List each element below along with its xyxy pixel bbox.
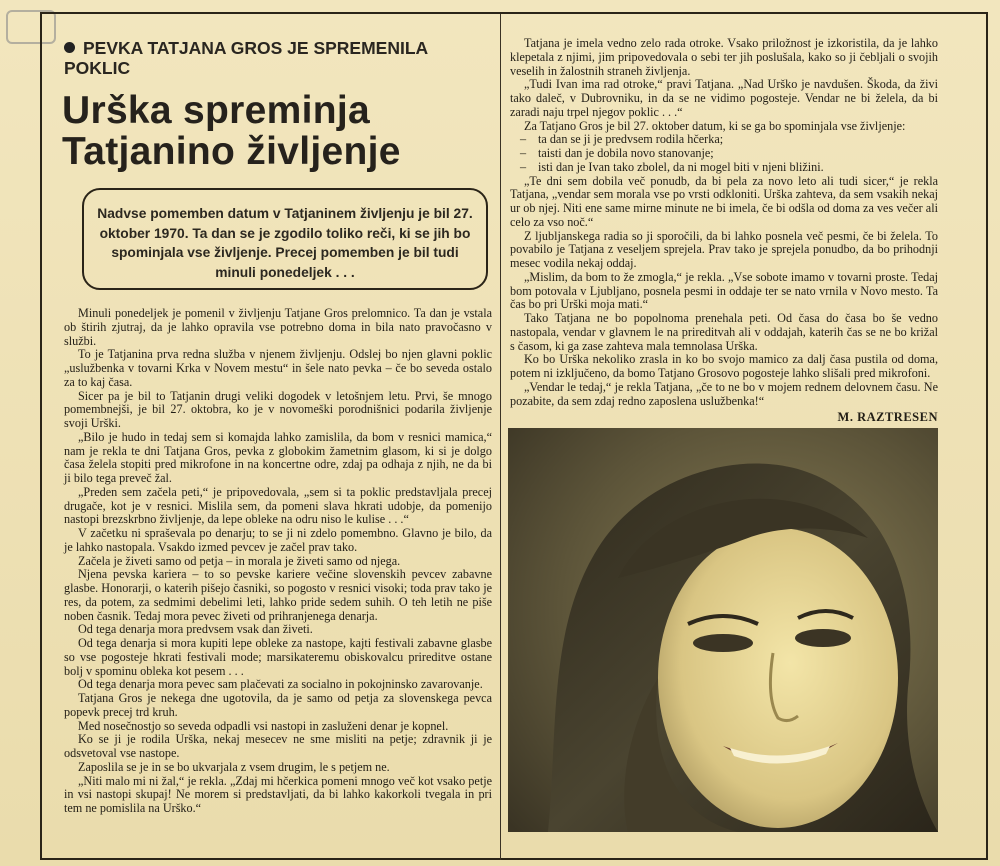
bullet-icon bbox=[64, 42, 75, 53]
list-item: – ta dan se ji je predvsem rodila hčerka; bbox=[520, 133, 938, 147]
paragraph: Od tega denarja mora pevec sam plačevati za socialno in pokojninsko zavarovanje. bbox=[78, 677, 483, 692]
intro-box bbox=[82, 188, 488, 290]
paragraph: Tako Tatjana ne bo popolnoma prenehala peti. Od časa do časa bo še vedno nastopala, vendar v glavnem le na prireditvah ali v oddajah, katerih čas se ne bo križal s časom, ki ga zase zahteva mala temnolasa Urška. bbox=[510, 311, 938, 353]
paragraph: Tatjana Gros je nekega dne ugotovila, da je samo od petja za slovenskega pevca popevk precej trd kruh. bbox=[64, 691, 492, 719]
paragraph: „Niti malo mi ni žal,“ je rekla. „Zdaj mi hčerkica pomeni mnogo več kot vsako petje in vsi nastopi skupaj! Ne morem si predstavljati, da bi lahko kakorkoli tvegala in pri tem ne pomislila na Urško.“ bbox=[64, 773, 492, 815]
paragraph: Tatjana je imela vedno zelo rada otroke. Vsako priložnost je izkoristila, da je lahko klepetala z njimi, jim pripovedovala o sebi ter jih poslušala, kako so ji čebljali o svojih veselih in žalostnih straneh življenja. bbox=[510, 36, 938, 78]
paragraph: Ko se ji je rodila Urška, nekaj mesecev ne sme misliti na petje; zdravnik ji je odsvetoval vse nastope. bbox=[64, 732, 492, 760]
paragraph: To je Tatjanina prva redna služba v njenem življenju. Odslej bo njen glavni poklic „uslužbenka v tovarni Krka v Novem mestu“ in šele nato pevka – če bo seveda ostalo za to kaj časa. bbox=[64, 347, 492, 389]
headline: Urška spreminja Tatjanino življenje bbox=[62, 89, 401, 173]
right-column bbox=[510, 37, 938, 425]
list-item: – isti dan je Ivan tako zbolel, da ni mogel biti v njeni bližini. bbox=[520, 161, 938, 175]
portrait-photo bbox=[508, 428, 938, 832]
intro-text: Nadvse pomemben datum v Tatjaninem življenju je bil 27. oktober 1970. Ta dan se je zgodilo toliko reči, ki se jih bo spominjala vse življenje. Precej pomemben je bil tudi minuli ponedeljek . . . bbox=[97, 206, 473, 280]
paragraph: „Mislim, da bom to že zmogla,“ je rekla. „Vse sobote imamo v tovarni proste. Tedaj bom potovala v Ljubljano, posnela pesmi in oddaje ter se nato vrnila v Novo mesto. Ta čas bo pri Urški moja mati.“ bbox=[510, 269, 938, 312]
paragraph: Minuli ponedeljek je pomenil v življenju Tatjane Gros prelomnico. Ta dan je vstala ob štirih zjutraj, da je lahko opravila vse potrebno doma in bila nato pravočasno v službi. bbox=[64, 306, 492, 348]
paragraph: Zaposlila se je in se bo ukvarjala z vsem drugim, le s petjem ne. bbox=[78, 759, 390, 774]
paragraph: Njena pevska kariera – to so pevske kariere večine slovenskih pevcev zabavne glasbe. Honorarji, o katerih pišejo časniki, so pogosto v resnici visoki; toda prav tako je res, da potem, za sedmimi debelimi leti, lahko pride sedem suhih. O teh letih ne piše noben časnik. Tedaj mora pevec živeti od prihranjenega denarja. bbox=[64, 567, 492, 623]
author-signature: M. RAZTRESEN bbox=[837, 410, 938, 425]
paragraph: „Te dni sem dobila več ponudb, da bi pela za novo leto ali tudi sicer,“ je rekla Tatjana, „vendar sem morala vse po vrsti odkloniti. Urška zahteva, da sem vsakih nekaj ur ob njej. Niti ene same mirne minute ne bi imela, če bi odšla od doma za ves večer ali celo za vso noč.“ bbox=[510, 173, 938, 229]
paragraph: Od tega denarja mora predvsem vsak dan živeti. bbox=[78, 622, 313, 637]
paragraph: „Vendar le tedaj,“ je rekla Tatjana, „če to ne bo v mojem rednem delovnem času. Ne pozabite, da sem zdaj redno zaposlena uslužbenka!“ bbox=[510, 379, 938, 408]
paragraph: V začetku ni spraševala po denarju; to se ji ni zdelo pomembno. Glavno je bilo, da je lahko nastopala. Vsakdo izmed pevcev je začel prav tako. bbox=[64, 526, 492, 554]
kicker bbox=[64, 38, 494, 78]
dates-list bbox=[510, 133, 938, 174]
paragraph: „Tudi Ivan ima rad otroke,“ pravi Tatjana. „Nad Urško je navdušen. Škoda, da živi tako daleč, v Dubrovniku, in da se ne vidimo pogosteje. Vendar ne bi želela, da bi zaradi naju trpel njegov poklic . . .“ bbox=[510, 77, 938, 119]
left-column bbox=[64, 307, 492, 816]
paragraph: „Bilo je hudo in tedaj sem si komajda lahko zamislila, da bom v resnici mamica,“ nam je rekla te dni Tatjana Gros, pevka z globokim žametnim glasom, ki si je dolgo časa želela stopiti pred mikrofone in na koncertne odre, zdaj pa odhaja z njih, ne da bi ji bilo tega preveč žal. bbox=[64, 429, 492, 485]
paragraph: Ko bo Urška nekoliko zrasla in ko bo svojo mamico za dalj časa pustila od doma, potem ni izključeno, da bomo Tatjano Grosovo pogosteje lahko slišali pred mikrofoni. bbox=[510, 352, 938, 380]
list-item: – taisti dan je dobila novo stanovanje; bbox=[520, 147, 938, 161]
paragraph: Med nosečnostjo so seveda odpadli vsi nastopi in zasluženi denar je kopnel. bbox=[78, 718, 449, 733]
paragraph: Začela je živeti samo od petja – in morala je živeti samo od njega. bbox=[78, 553, 401, 568]
column-divider bbox=[500, 14, 501, 860]
paragraph: Sicer pa je bil to Tatjanin drugi veliki dogodek v letošnjem letu. Prvi, še mnogo pomembnejši, je bil 27. oktobra, ko je v novomeški porodnišnici podarila življenje svoji Urški. bbox=[64, 388, 492, 430]
paragraph: Za Tatjano Gros je bil 27. oktober datum, ki se ga bo spominjala vse življenje: bbox=[524, 118, 906, 133]
kicker-text: PEVKA TATJANA GROS JE SPREMENILA POKLIC bbox=[64, 38, 428, 78]
paragraph: Od tega denarja si mora kupiti lepe obleke za nastope, kajti festivali zabavne glasbe so vse pogosteje hkrati festivali mode; marsikateremu obiskovalcu prireditve ostane bolj v spominu obleka kot pesem . . . bbox=[64, 636, 492, 678]
paragraph: „Preden sem začela peti,“ je pripovedovala, „sem si ta poklic predstavljala precej drugače, kot je v resnici. Mislila sem, da pomeni slava hkrati udobje, da pomenijo nastopi brezskrbno življenje, da lepe obleke na odru niso le kulise . . .“ bbox=[64, 484, 492, 527]
portrait-illustration bbox=[508, 428, 938, 832]
paragraph: Z ljubljanskega radia so ji sporočili, da bi lahko posnela več pesmi, če bi želela. To povabilo je Tatjana z veseljem sprejela. Prav tako je sprejela ponudbo, da bo prihodnji mesec vodila nekaj oddaj. bbox=[510, 228, 938, 270]
